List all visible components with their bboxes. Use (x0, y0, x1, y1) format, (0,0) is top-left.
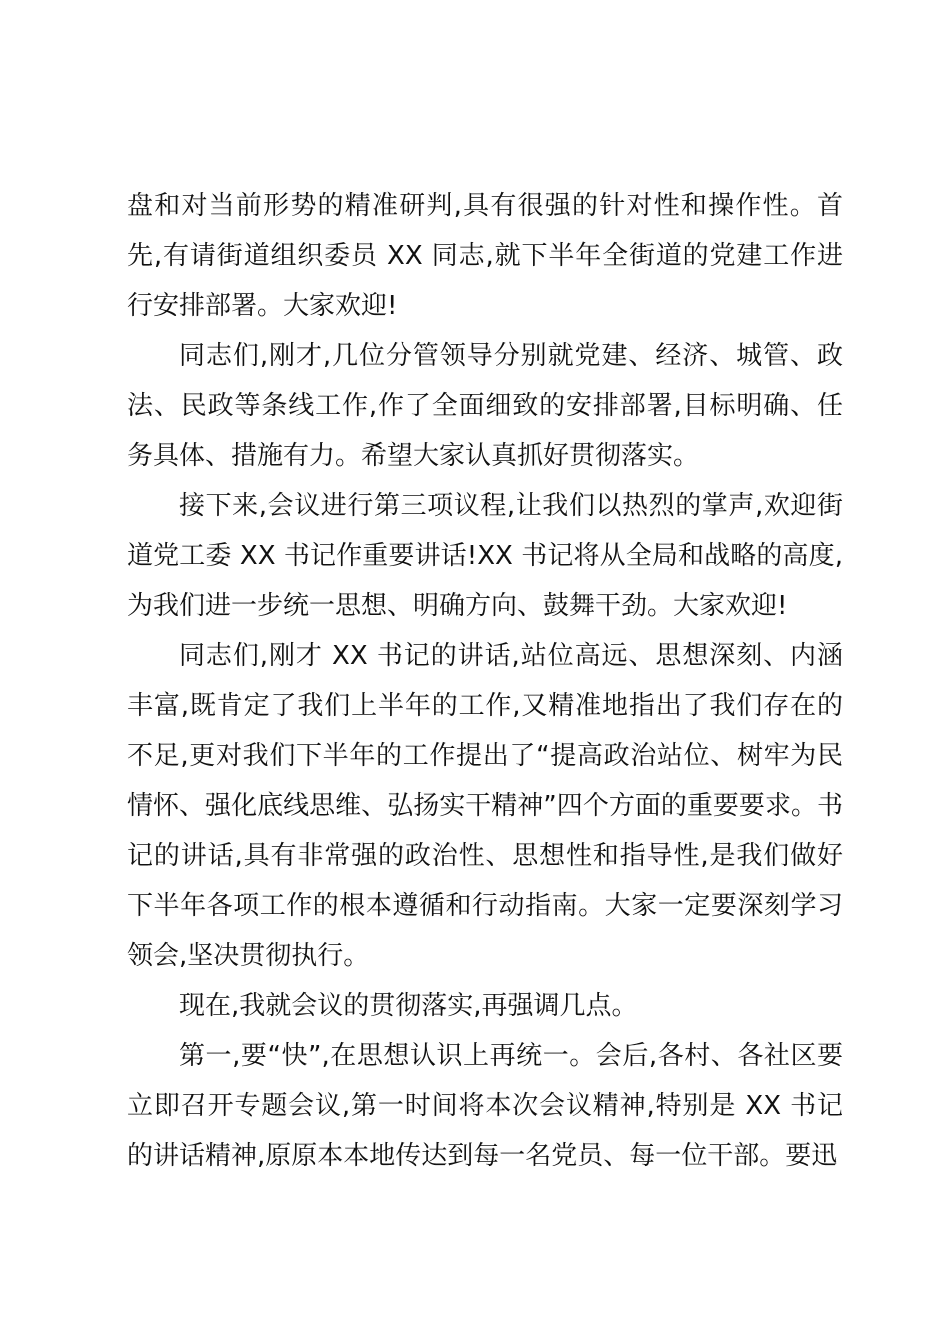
paragraph: 第一,要“快”,在思想认识上再统一。会后,各村、各社区要立即召开专题会议,第一时间将本次会议精神,特别是 XX 书记的讲话精神,原原本本地传达到每一名党员、每一位干部。要迅 (127, 1041, 843, 1171)
paragraph: 接下来,会议进行第三项议程,让我们以热烈的掌声,欢迎街道党工委 XX 书记作重要讲话!XX 书记将从全局和战略的高度,为我们进一步统一思想、明确方向、鼓舞干劲。大家欢迎! (127, 491, 843, 621)
paragraph: 盘和对当前形势的精准研判,具有很强的针对性和操作性。首先,有请街道组织委员 XX 同志,就下半年全街道的党建工作进行安排部署。大家欢迎! (127, 191, 843, 321)
paragraph: 现在,我就会议的贯彻落实,再强调几点。 (179, 991, 638, 1021)
paragraph: 同志们,刚才 XX 书记的讲话,站位高远、思想深刻、内涵丰富,既肯定了我们上半年的工作,又精准地指出了我们存在的不足,更对我们下半年的工作提出了“提高政治站位、树牢为民情怀、强化底线思维、弘扬实干精神”四个方面的重要要求。书记的讲话,具有非常强的政治性、思想性和指导性,是我们做好下半年各项工作的根本遵循和行动指南。大家一定要深刻学习领会,坚决贯彻执行。 (127, 641, 843, 971)
paragraph: 同志们,刚才,几位分管领导分别就党建、经济、城管、政法、民政等条线工作,作了全面细致的安排部署,目标明确、任务具体、措施有力。希望大家认真抓好贯彻落实。 (127, 341, 843, 471)
document-body (127, 181, 843, 1181)
